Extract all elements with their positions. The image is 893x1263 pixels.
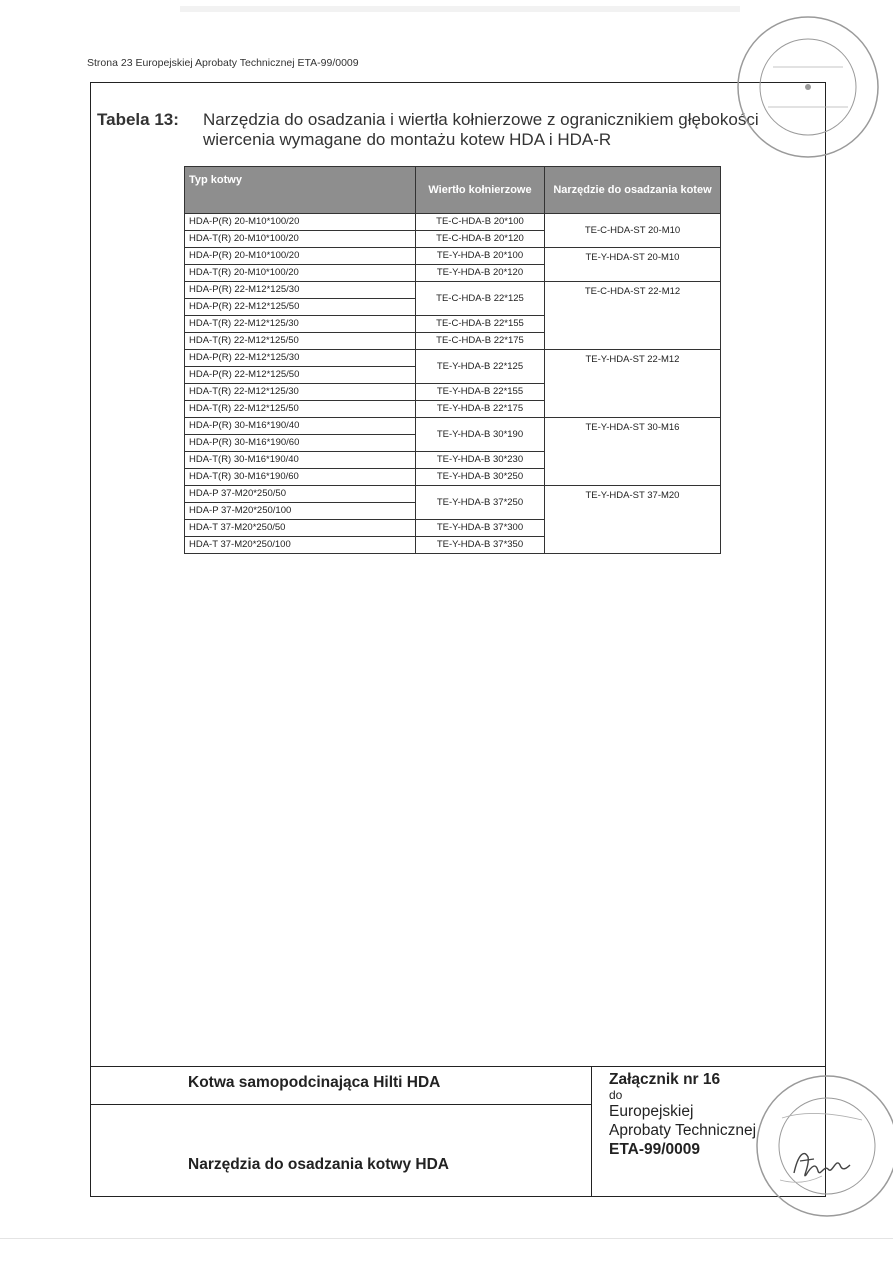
anchor-type-cell: HDA-P(R) 30-M16*190/40 (185, 418, 416, 435)
annex-eta-number: ETA-99/0009 (609, 1141, 701, 1158)
drill-cell: TE-Y-HDA-B 37*300 (416, 520, 545, 537)
anchor-type-cell: HDA-P 37-M20*250/50 (185, 486, 416, 503)
drill-cell: TE-Y-HDA-B 22*175 (416, 401, 545, 418)
table-caption-label: Tabela 13: (97, 110, 179, 129)
table-row (185, 350, 721, 367)
anchor-type-cell: HDA-P(R) 22-M12*125/50 (185, 299, 416, 316)
translator-signature (790, 1135, 860, 1195)
anchor-type-cell: HDA-T(R) 30-M16*190/40 (185, 452, 416, 469)
setting-tool-cell: TE-Y-HDA-ST 37-M20 (545, 486, 721, 554)
setting-tool-cell: TE-Y-HDA-ST 30-M16 (545, 418, 721, 486)
footer-middle-rule (90, 1104, 591, 1105)
table-row (185, 486, 721, 503)
drill-cell: TE-Y-HDA-B 30*250 (416, 469, 545, 486)
footer-annex-block (609, 1071, 756, 1159)
drill-cell: TE-C-HDA-B 20*100 (416, 214, 545, 231)
table-row (185, 248, 721, 265)
anchor-type-cell: HDA-T(R) 22-M12*125/30 (185, 384, 416, 401)
header-anchor-type: Typ kotwy (185, 167, 416, 214)
footer-product-name: Kotwa samopodcinająca Hilti HDA (188, 1074, 441, 1091)
page-header: Strona 23 Europejskiej Aprobaty Technicznej ETA-99/0009 (87, 57, 359, 69)
anchor-type-cell: HDA-P(R) 22-M12*125/30 (185, 282, 416, 299)
table-row (185, 418, 721, 435)
tools-table (184, 166, 721, 554)
table-header-row (185, 167, 721, 214)
drill-cell: TE-C-HDA-B 20*120 (416, 231, 545, 248)
scan-artifact-top (180, 6, 740, 12)
drill-cell: TE-Y-HDA-B 22*155 (416, 384, 545, 401)
setting-tool-cell: TE-C-HDA-ST 20-M10 (545, 214, 721, 248)
anchor-type-cell: HDA-P(R) 20-M10*100/20 (185, 248, 416, 265)
drill-cell: TE-Y-HDA-B 20*100 (416, 248, 545, 265)
anchor-type-cell: HDA-T(R) 20-M10*100/20 (185, 231, 416, 248)
annex-number: Załącznik nr 16 (609, 1071, 721, 1088)
drill-cell: TE-Y-HDA-B 37*250 (416, 486, 545, 520)
anchor-type-cell: HDA-P(R) 30-M16*190/60 (185, 435, 416, 452)
anchor-type-cell: HDA-T(R) 22-M12*125/30 (185, 316, 416, 333)
drill-cell: TE-C-HDA-B 22*125 (416, 282, 545, 316)
table-row (185, 214, 721, 231)
drill-cell: TE-C-HDA-B 22*175 (416, 333, 545, 350)
setting-tool-cell: TE-C-HDA-ST 22-M12 (545, 282, 721, 350)
setting-tool-cell: TE-Y-HDA-ST 20-M10 (545, 248, 721, 282)
anchor-type-cell: HDA-P(R) 20-M10*100/20 (185, 214, 416, 231)
anchor-type-cell: HDA-P 37-M20*250/100 (185, 503, 416, 520)
header-drill: Wiertło kołnierzowe (416, 167, 545, 214)
table-caption-text: Narzędzia do osadzania i wiertła kołnierzowe z ogranicznikiem głębokości wiercenia wymagane do montażu kotew HDA i HDA-R (203, 110, 759, 149)
anchor-type-cell: HDA-T 37-M20*250/50 (185, 520, 416, 537)
drill-cell: TE-Y-HDA-B 37*350 (416, 537, 545, 554)
annex-do: do (609, 1088, 623, 1102)
scan-artifact-bottom (0, 1238, 893, 1239)
anchor-type-cell: HDA-T(R) 22-M12*125/50 (185, 333, 416, 350)
anchor-type-cell: HDA-T 37-M20*250/100 (185, 537, 416, 554)
footer-top-rule (90, 1066, 826, 1067)
table-row (185, 282, 721, 299)
anchor-type-cell: HDA-T(R) 30-M16*190/60 (185, 469, 416, 486)
header-setting-tool: Narzędzie do osadzania kotew (545, 167, 721, 214)
drill-cell: TE-Y-HDA-B 30*230 (416, 452, 545, 469)
footer-divider (591, 1067, 592, 1197)
drill-cell: TE-C-HDA-B 22*155 (416, 316, 545, 333)
drill-cell: TE-Y-HDA-B 22*125 (416, 350, 545, 384)
anchor-type-cell: HDA-P(R) 22-M12*125/50 (185, 367, 416, 384)
drill-cell: TE-Y-HDA-B 30*190 (416, 418, 545, 452)
drill-cell: TE-Y-HDA-B 20*120 (416, 265, 545, 282)
translator-stamp-top (733, 12, 883, 162)
anchor-type-cell: HDA-P(R) 22-M12*125/30 (185, 350, 416, 367)
annex-line-2: Aprobaty Technicznej (609, 1122, 757, 1139)
anchor-type-cell: HDA-T(R) 22-M12*125/50 (185, 401, 416, 418)
annex-line-1: Europejskiej (609, 1103, 694, 1120)
footer-subject: Narzędzia do osadzania kotwy HDA (188, 1156, 449, 1173)
setting-tool-cell: TE-Y-HDA-ST 22-M12 (545, 350, 721, 418)
anchor-type-cell: HDA-T(R) 20-M10*100/20 (185, 265, 416, 282)
